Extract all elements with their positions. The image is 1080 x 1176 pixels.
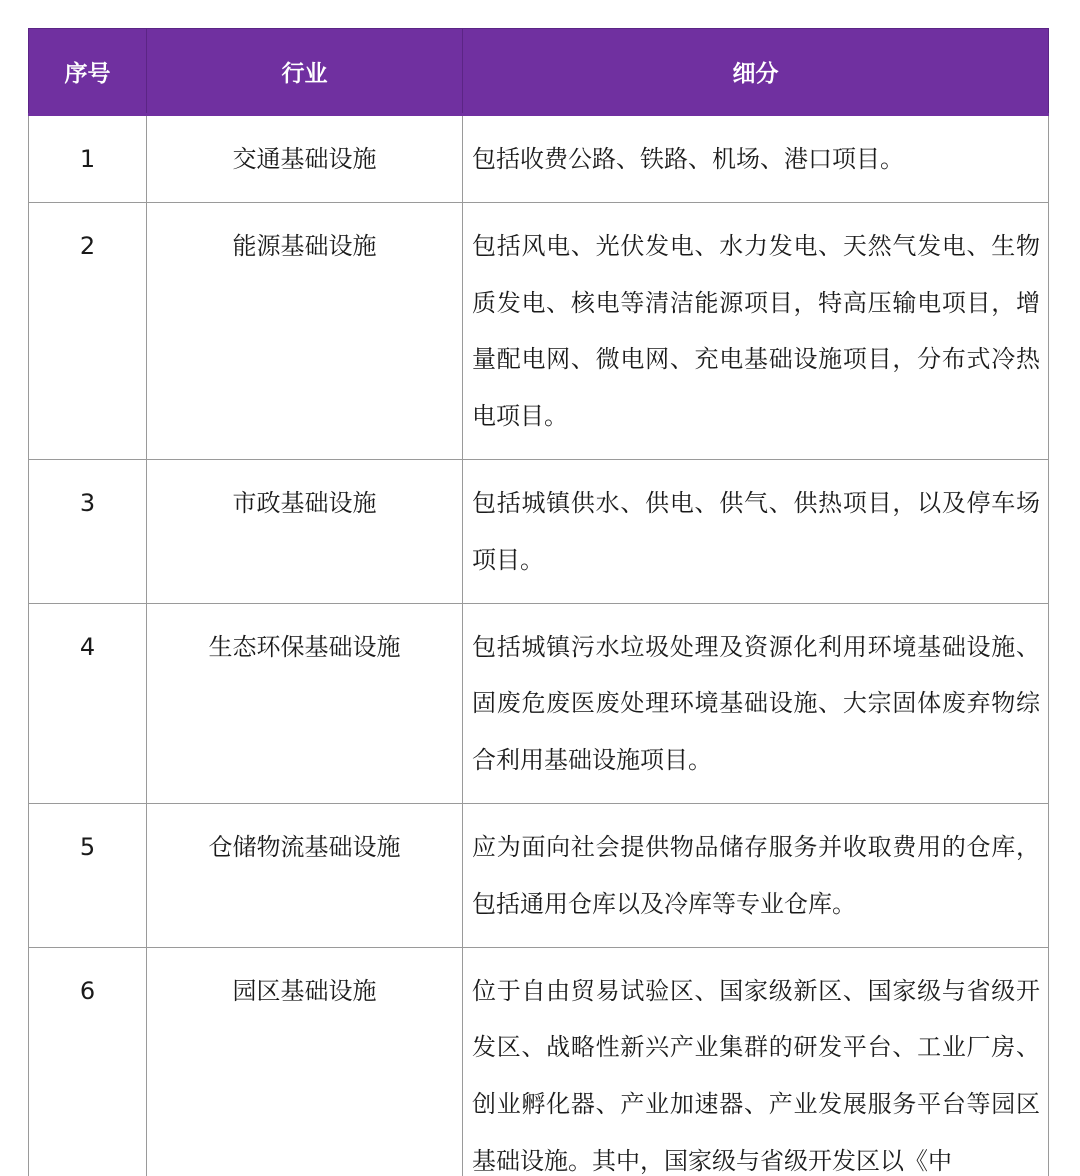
cell-serial-number: 2 [29, 202, 147, 459]
table-body [29, 115, 1049, 1176]
table-row [29, 115, 1049, 203]
cell-industry: 仓储物流基础设施 [147, 803, 463, 947]
cell-serial-number: 6 [29, 947, 147, 1176]
header-row [29, 29, 1049, 115]
table-row [29, 947, 1049, 1176]
table-row [29, 603, 1049, 803]
cell-subcategory: 包括城镇供水、供电、供气、供热项目，以及停车场项目。 [463, 459, 1049, 603]
table-header [29, 29, 1049, 115]
cell-industry: 生态环保基础设施 [147, 603, 463, 803]
cell-serial-number: 1 [29, 115, 147, 203]
cell-serial-number: 5 [29, 803, 147, 947]
cell-subcategory: 包括城镇污水垃圾处理及资源化利用环境基础设施、固废危废医废处理环境基础设施、大宗固体废弃物综合利用基础设施项目。 [463, 603, 1049, 803]
cell-industry: 交通基础设施 [147, 115, 463, 203]
header-serial-number: 序号 [29, 29, 147, 115]
infrastructure-table [28, 28, 1049, 1176]
cell-serial-number: 3 [29, 459, 147, 603]
cell-subcategory: 包括收费公路、铁路、机场、港口项目。 [463, 115, 1049, 203]
table-row [29, 202, 1049, 459]
cell-industry: 园区基础设施 [147, 947, 463, 1176]
table-row [29, 459, 1049, 603]
header-industry: 行业 [147, 29, 463, 115]
cell-serial-number: 4 [29, 603, 147, 803]
cell-industry: 能源基础设施 [147, 202, 463, 459]
header-subcategory: 细分 [463, 29, 1049, 115]
table-row [29, 803, 1049, 947]
cell-subcategory: 位于自由贸易试验区、国家级新区、国家级与省级开发区、战略性新兴产业集群的研发平台、工业厂房、创业孵化器、产业加速器、产业发展服务平台等园区基础设施。其中，国家级与省级开发区以《中 [463, 947, 1049, 1176]
cell-industry: 市政基础设施 [147, 459, 463, 603]
cell-subcategory: 应为面向社会提供物品储存服务并收取费用的仓库，包括通用仓库以及冷库等专业仓库。 [463, 803, 1049, 947]
cell-subcategory: 包括风电、光伏发电、水力发电、天然气发电、生物质发电、核电等清洁能源项目，特高压输电项目，增量配电网、微电网、充电基础设施项目，分布式冷热电项目。 [463, 202, 1049, 459]
